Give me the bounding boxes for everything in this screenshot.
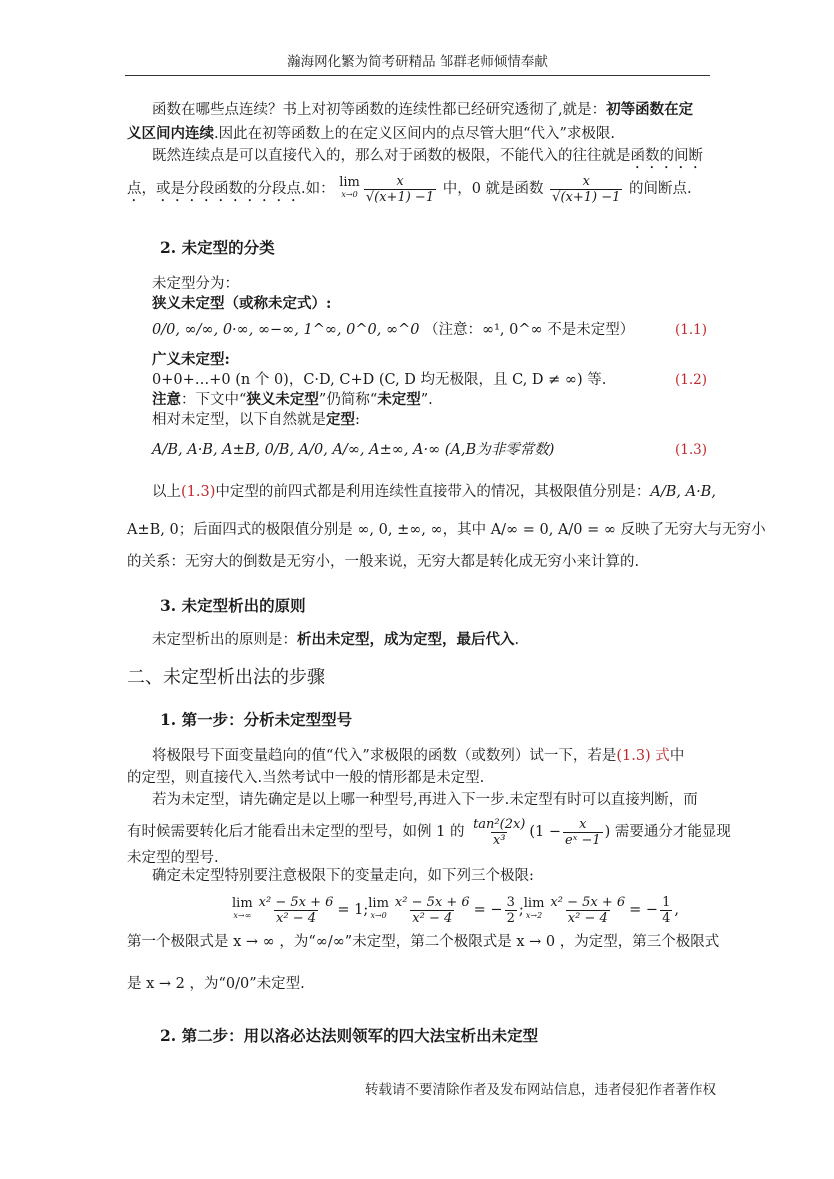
frac-den: √(x+1) −1: [552, 189, 621, 205]
para-math: A/B, A·B,: [650, 484, 716, 500]
intro-text-4: .如：: [301, 181, 335, 197]
note-text: ：下文中“: [181, 392, 247, 408]
note-label: 注意: [152, 391, 181, 408]
intro-line-4: [127, 171, 692, 207]
equation-number-1-2: (1.2): [675, 372, 708, 388]
section2-broad-title: 广义未定型:: [152, 351, 230, 368]
fraction: [257, 895, 336, 926]
fraction: [471, 817, 527, 848]
lim-word: lim: [368, 896, 389, 911]
equation-reference[interactable]: (1.3) 式: [616, 748, 670, 764]
frac-den: x² − 4: [276, 910, 317, 926]
step1-line-7: 第一个极限式是 x → ∞ ，为“∞/∞”未定型，第二个极限式是 x → 0 ，为定型，第三个极限式: [127, 934, 720, 950]
equation-number-1-3: (1.3): [675, 442, 708, 458]
intro-text-2: .因此在初等函数上的在定义区间内的点尽管大胆“代入”求极限.: [214, 126, 616, 142]
frac-num: 3: [506, 894, 515, 910]
frac-den: x³: [492, 832, 506, 848]
determinate-colon: :: [355, 412, 360, 428]
paren-close: ): [604, 824, 611, 840]
section2-formula-1: [152, 320, 634, 340]
limit-value: = −: [473, 902, 503, 918]
limit-operator: [232, 898, 253, 922]
principle-end: .: [514, 632, 520, 648]
step1-text: 中: [669, 748, 685, 764]
step1-text: 有时候需要转化后才能看出未定型的型号，如例 1 的: [127, 824, 465, 840]
intro-line-2: [127, 124, 615, 144]
section-heading-principle: 3. 未定型析出的原则: [160, 596, 306, 615]
intro-text-3: 既然连续点是可以直接代入的，那么对于函数的极限，不能代入的往往就是: [152, 148, 631, 164]
intro-text: 函数在哪些点连续？书上对初等函数的连续性都已经研究透彻了,就是：: [152, 102, 607, 118]
limit-sep: ;: [518, 902, 524, 918]
frac-num: 1: [662, 894, 671, 910]
intro-line-1: [152, 100, 693, 120]
section2-para-line-1: [152, 482, 716, 502]
step1-text: 将极限号下面变量趋向的值“代入”求极限的函数（或数列）试一下，若是: [152, 748, 617, 764]
lim-sub: x→∞: [233, 911, 252, 920]
note-text: ”.: [420, 392, 433, 408]
equation-number-1-1: (1.1): [675, 322, 708, 338]
frac-den: eˣ −1: [565, 832, 601, 848]
section2-formula-2: 0+0+…+0 (n 个 0)，C·D, C+D (C, D 均无极限，且 C, D ≠ ∞) 等.: [152, 372, 607, 388]
part-heading-steps: 二、未定型析出法的步骤: [127, 667, 325, 688]
three-limits-formula: [232, 888, 679, 932]
frac-den: x² − 4: [567, 910, 608, 926]
step2-heading: 2. 第二步：用以洛必达法则领军的四大法宝析出未定型: [160, 1026, 539, 1045]
lim-sub: x→0: [341, 190, 358, 199]
header-divider: [125, 75, 710, 76]
frac-num: x² − 5x + 6: [394, 894, 470, 910]
frac-num: x² − 5x + 6: [258, 894, 334, 910]
frac-den: 2: [506, 910, 515, 926]
fraction: [393, 895, 472, 926]
frac-num: x: [579, 816, 587, 832]
intro-bold-2: 义区间内连续: [127, 125, 214, 142]
frac-num: tan²(2x): [473, 816, 526, 832]
para-text: 以上: [152, 484, 181, 500]
limit-value: = −: [629, 902, 659, 918]
principle-bold: 析出未定型，成为定型，最后代入: [297, 631, 515, 648]
fraction: [563, 817, 603, 848]
note-bold: 狭义未定型: [246, 391, 319, 408]
step1-line-6: 确定未定型特别要注意极限下的变量走向，如下列三个极限:: [152, 868, 534, 884]
fraction: [550, 174, 622, 205]
intro-emph-2: 点，或是分段函数的分段点: [127, 181, 301, 197]
step1-line-5: 未定型的型号.: [127, 850, 219, 866]
fraction: [364, 174, 436, 205]
page-header: 瀚海网化繁为简考研精品 邹群老师倾情奉献: [287, 54, 548, 70]
note-bold: 未定型: [377, 391, 421, 408]
limit-operator: [368, 898, 389, 922]
formula-1-math: 0/0, ∞/∞, 0·∞, ∞−∞, 1^∞, 0^0, ∞^0: [152, 322, 420, 338]
determinate-text: 相对未定型，以下自然就是: [152, 412, 326, 428]
limit-operator: [524, 898, 545, 922]
section3-text: [152, 630, 519, 650]
para-text: 中定型的前四式都是利用连续性直接带入的情况，其极限值分别是：: [215, 484, 651, 500]
lim-word: lim: [232, 896, 253, 911]
frac-num: x: [396, 173, 404, 189]
step1-text: 需要通分才能显现: [614, 824, 731, 840]
step1-line-4: [127, 812, 731, 852]
paren-open: (1 −: [529, 824, 562, 840]
equation-reference[interactable]: (1.3): [181, 484, 216, 500]
step1-heading: 1. 第一步：分析未定型型号: [160, 710, 353, 729]
fraction: [660, 895, 672, 926]
step1-line-1: [152, 746, 684, 766]
copyright-footer: 转载请不要清除作者及发布网站信息，违者侵犯作者著作权: [365, 1082, 716, 1098]
section2-para-line-2: A±B, 0；后面四式的极限值分别是 ∞, 0, ±∞, ∞，其中 A/∞ = 0, A/0 = ∞ 反映了无穷大与无穷小: [127, 522, 766, 538]
section2-determinate-intro: [152, 410, 360, 430]
intro-line-3: [152, 146, 703, 172]
lim-sub: x→0: [370, 911, 387, 920]
lim-word: lim: [523, 896, 545, 911]
section2-line-1: 未定型分为：: [152, 276, 239, 292]
section2-narrow-title: 狭义未定型（或称未定式）:: [152, 295, 332, 312]
frac-den: x² − 4: [412, 910, 453, 926]
section2-formula-3: A/B, A·B, A±B, 0/B, A/0, A/∞, A±∞, A·∞ (A,B为非零常数): [152, 442, 555, 458]
limit-value: = 1;: [337, 902, 369, 918]
determinate-bold: 定型: [326, 411, 355, 428]
frac-den: 4: [662, 910, 671, 926]
limit-operator: [339, 177, 360, 201]
limit-sep: ,: [674, 902, 679, 918]
section2-para-line-3: 的关系：无穷大的倒数是无穷小，一般来说，无穷大都是转化成无穷小来计算的.: [127, 554, 640, 570]
frac-den: √(x+1) −1: [365, 189, 435, 205]
note-text: ”仍简称“: [318, 392, 378, 408]
section2-note: [152, 390, 433, 410]
step1-line-8: 是 x → 2 ，为“0/0”未定型.: [127, 976, 305, 992]
intro-text-5: 中，0 就是函数: [442, 181, 544, 197]
lim-word: lim: [339, 175, 360, 190]
principle-text: 未定型析出的原则是：: [152, 632, 297, 648]
section-heading-classification: 2. 未定型的分类: [160, 238, 275, 257]
frac-num: x² − 5x + 6: [550, 894, 626, 910]
lim-sub: x→2: [525, 911, 543, 920]
frac-num: x: [582, 173, 590, 189]
step1-line-2: 的定型，则直接代入.当然考试中一般的情形都是未定型.: [127, 770, 485, 786]
intro-text-6: 的间断点.: [628, 181, 692, 197]
step1-line-3: 若为未定型，请先确定是以上哪一种型号,再进入下一步.未定型有时可以直接判断，而: [152, 792, 698, 808]
formula-1-note: （注意：∞¹, 0^∞ 不是未定型）: [424, 322, 635, 338]
intro-emph-1: 函数的间断: [630, 148, 703, 164]
fraction: [505, 895, 517, 926]
fraction: [548, 895, 627, 926]
intro-bold: 初等函数在定: [606, 101, 694, 118]
